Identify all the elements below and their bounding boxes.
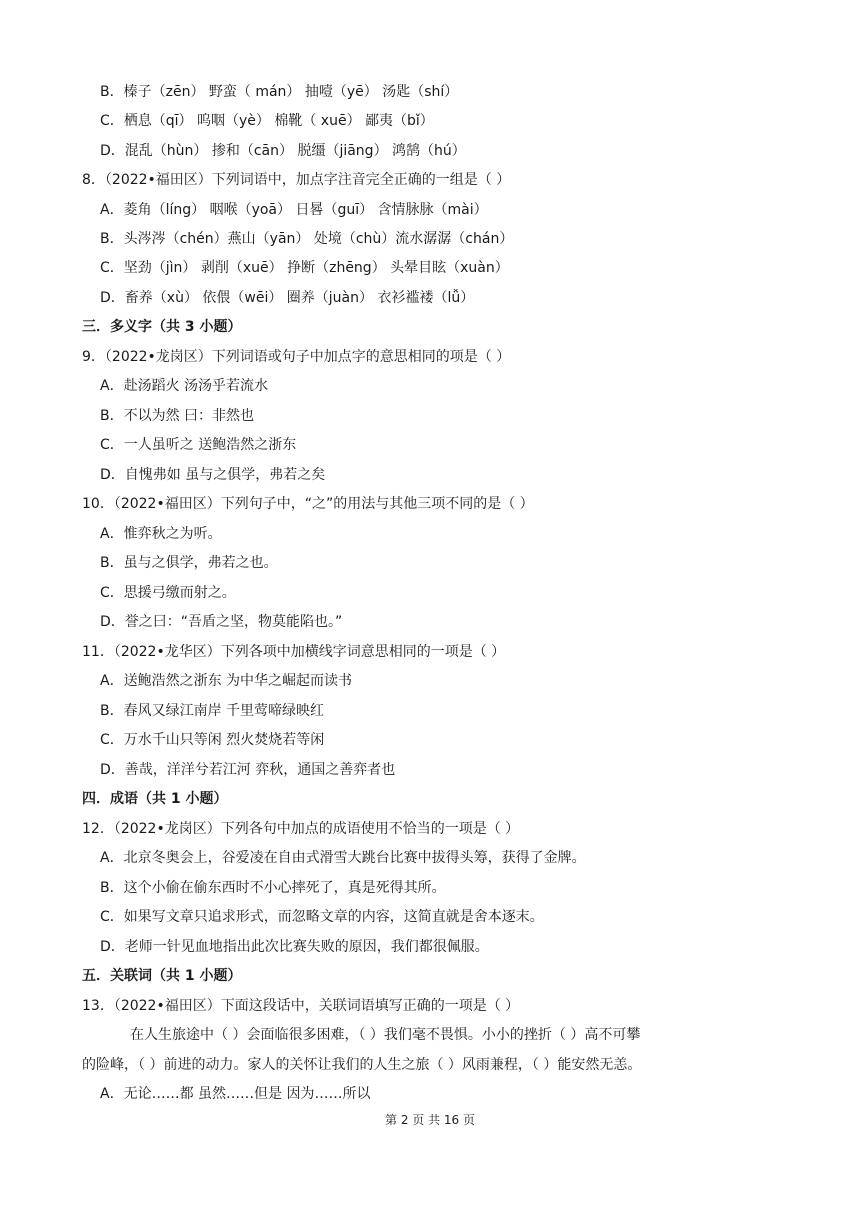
question-stem: 12．（2022•龙岗区）下列各句中加点的成语使用不恰当的一项是（ ） (82, 821, 520, 837)
answer-option: B．头涔涔（chén）燕山（yān） 处境（chù）流水潺潺（chán） (100, 231, 514, 247)
answer-option: C．思援弓缴而射之。 (100, 585, 236, 601)
answer-option: D．畜养（xù） 依偎（wēi） 圈养（juàn） 衣衫褴褛（lǚ） (100, 290, 475, 306)
passage-line: 在人生旅途中（ ）会面临很多困难，（ ）我们毫不畏惧。小小的挫折（ ）高不可攀 (130, 1027, 641, 1043)
section-heading: 五．关联词（共 1 小题） (82, 968, 242, 984)
question-stem: 8．（2022•福田区）下列词语中，加点字注音完全正确的一组是（ ） (82, 172, 511, 188)
answer-option: D．善哉，洋洋兮若江河 弈秋，通国之善弈者也 (100, 762, 396, 778)
answer-option: C．坚劲（jìn） 剥削（xuē） 挣断（zhēng） 头晕目眩（xuàn） (100, 260, 509, 276)
answer-option: C．万水千山只等闲 烈火焚烧若等闲 (100, 732, 325, 748)
answer-option: D．老师一针见血地指出此次比赛失败的原因，我们都很佩服。 (100, 939, 489, 955)
question-stem: 11．（2022•龙华区）下列各项中加横线字词意思相同的一项是（ ） (82, 644, 506, 660)
answer-option: B．春风又绿江南岸 千里莺啼绿映红 (100, 703, 325, 719)
answer-option: C．栖息（qī） 呜咽（yè） 棉靴（ xuē） 鄙夷（bǐ） (100, 113, 434, 129)
section-heading: 四．成语（共 1 小题） (82, 791, 228, 807)
answer-option: A．送鲍浩然之浙东 为中华之崛起而读书 (100, 673, 353, 689)
answer-option: A．赴汤蹈火 汤汤乎若流水 (100, 378, 269, 394)
answer-option: B．榛子（zēn） 野蛮（ mán） 抽噎（yē） 汤匙（shí） (100, 84, 459, 100)
answer-option: B．虽与之俱学，弗若之也。 (100, 555, 278, 571)
answer-option: A．北京冬奥会上，谷爱凌在自由式滑雪大跳台比赛中拔得头筹，获得了金牌。 (100, 850, 586, 866)
question-stem: 9．（2022•龙岗区）下列词语或句子中加点字的意思相同的项是（ ） (82, 349, 511, 365)
passage-line: 的险峰，（ ）前进的动力。家人的关怀让我们的人生之旅（ ）风雨兼程，（ ）能安然无恙。 (82, 1057, 642, 1073)
answer-option: C．如果写文章只追求形式，而忽略文章的内容，这简直就是舍本逐末。 (100, 909, 544, 925)
answer-option: A．菱角（líng） 咽喉（yoā） 日晷（guī） 含情脉脉（mài） (100, 202, 488, 218)
answer-option: A．无论……都 虽然……但是 因为……所以 (100, 1086, 371, 1102)
question-stem: 10．（2022•福田区）下列句子中，“之”的用法与其他三项不同的是（ ） (82, 496, 534, 512)
question-stem: 13．（2022•福田区）下面这段话中，关联词语填写正确的一项是（ ） (82, 998, 520, 1014)
section-heading: 三．多义字（共 3 小题） (82, 319, 242, 335)
answer-option: A．惟弈秋之为听。 (100, 526, 222, 542)
answer-option: B．不以为然 曰：非然也 (100, 408, 255, 424)
answer-option: D．混乱（hùn） 掺和（cān） 脱缰（jiāng） 鸿鹄（hú） (100, 143, 466, 159)
answer-option: C．一人虽听之 送鲍浩然之浙东 (100, 437, 297, 453)
answer-option: D．誉之曰：“吾盾之坚，物莫能陷也。” (100, 614, 343, 630)
answer-option: D．自愧弗如 虽与之俱学，弗若之矣 (100, 467, 326, 483)
answer-option: B．这个小偷在偷东西时不小心摔死了，真是死得其所。 (100, 880, 446, 896)
page-footer: 第 2 页 共 16 页 (385, 1113, 475, 1127)
